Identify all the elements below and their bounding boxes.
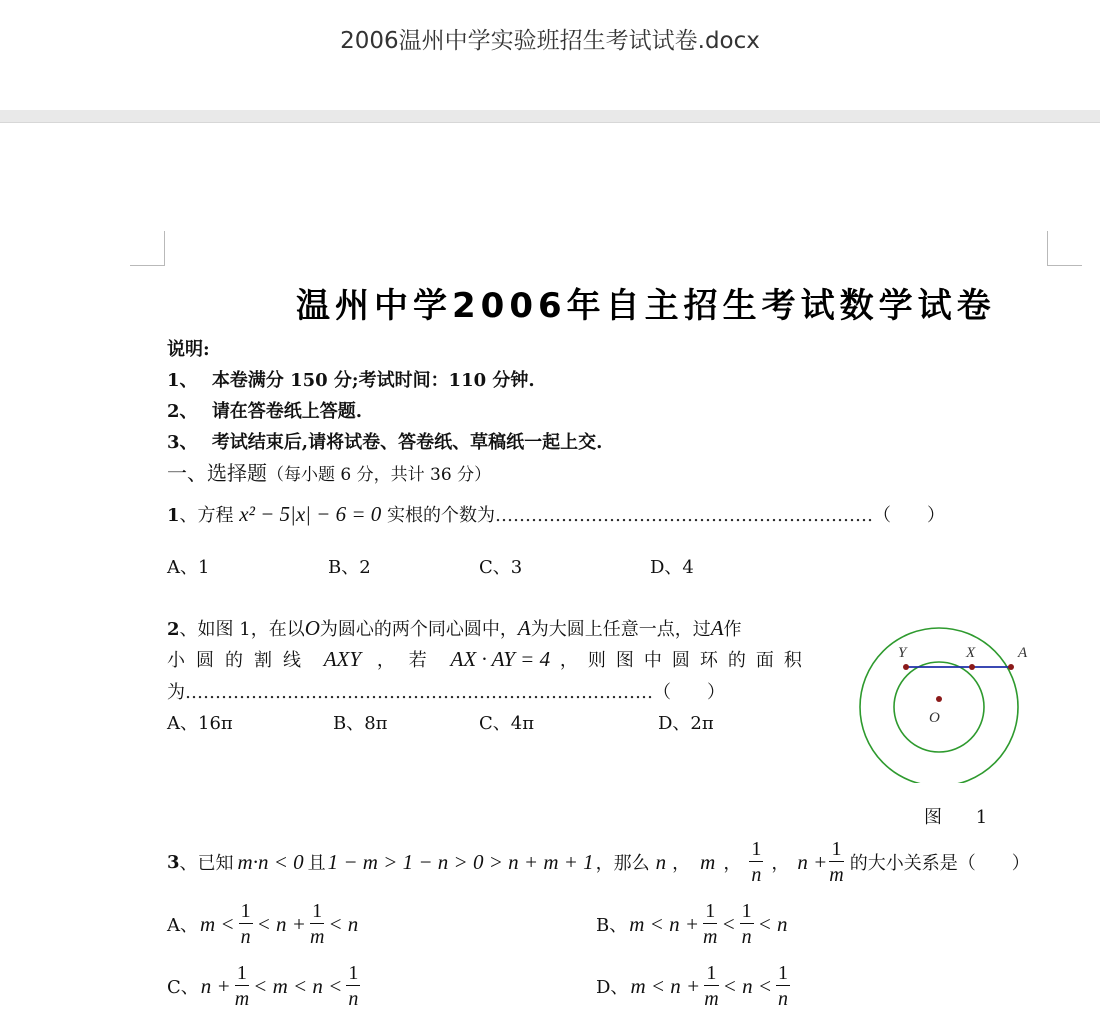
fraction-denominator: m (309, 926, 325, 948)
math-expression: m < n + (629, 911, 699, 936)
answer-paren: （ ） (873, 505, 945, 526)
question-text: 、如图 1，在以 (179, 619, 305, 640)
margin-mark-top-right (1047, 231, 1082, 266)
note-number: 3、 (167, 432, 198, 453)
question-text: ，那么 (595, 853, 650, 874)
fraction-denominator: m (703, 926, 718, 948)
math-expression: < m < n < (253, 973, 343, 998)
question-3 (167, 831, 1030, 893)
equation: x² − 5|x| − 6 = 0 (239, 502, 382, 526)
fraction-numerator: 1 (751, 838, 762, 860)
fraction-1-over-n (740, 901, 754, 947)
notes-heading: 说明: (167, 339, 210, 360)
label-o: O (929, 710, 940, 726)
note-text: 考试结束后,请将试卷、答卷纸、草稿纸一起上交. (211, 432, 603, 453)
leader-dots: ……………………………………………………… (495, 505, 873, 526)
point-y (903, 664, 909, 670)
option-label: D、 (596, 977, 629, 998)
fraction-numerator: 1 (704, 963, 718, 986)
question-text: ，若 (376, 650, 441, 671)
fraction-numerator: 1 (703, 901, 717, 924)
fraction-1-over-m (310, 901, 324, 947)
leader-dots: …………………………………………………………………… (185, 682, 653, 703)
math-expression: m < (200, 911, 235, 936)
label-x: X (966, 645, 976, 661)
math-expression: n + (200, 973, 231, 998)
fraction-1-over-n (239, 901, 253, 947)
fraction-numerator: 1 (310, 901, 324, 924)
question-text: 、已知 (179, 853, 234, 874)
question-text: 为圆心的两个同心圆中， (319, 619, 518, 640)
option-a: A、1 (167, 557, 210, 578)
section-subtitle: （每小题 6 分，共计 36 分） (267, 465, 492, 485)
math-expression: < n < (722, 973, 772, 998)
option-d (596, 955, 792, 1017)
option-c: C、4π (479, 713, 535, 734)
fraction-numerator: 1 (778, 962, 788, 984)
fraction-1-over-m (235, 963, 249, 1009)
fraction-denominator: n (741, 926, 752, 948)
math-m: m (700, 849, 716, 874)
question-text: 为 (167, 682, 185, 703)
question-2-line-3 (167, 678, 725, 704)
fraction-1-over-m (829, 839, 843, 885)
small-circle (894, 662, 984, 752)
option-b (596, 893, 790, 955)
question-text: 为大圆上任意一点，过 (530, 619, 711, 640)
document-title: 温州中学2006年自主招生考试数学试卷 (296, 286, 996, 326)
large-circle (860, 628, 1018, 783)
answer-paren: （ ） (653, 682, 725, 703)
fraction-1-over-m (704, 963, 718, 1009)
math-condition: m·n < 0 (237, 849, 304, 874)
fraction-denominator: m (829, 864, 844, 886)
fraction-numerator: 1 (348, 962, 359, 984)
fraction-numerator: 1 (741, 900, 752, 922)
document-filename: 2006温州中学实验班招生考试试卷.docx (340, 28, 760, 54)
question-text: 且 (307, 853, 326, 874)
fraction-denominator: n (240, 926, 251, 948)
math-o: O (304, 616, 320, 640)
fraction-denominator: n (348, 988, 359, 1010)
section-title: 一、选择题 (167, 461, 267, 485)
page-gap (0, 110, 1100, 122)
question-text: ， (723, 853, 742, 874)
margin-mark-top-left (130, 231, 165, 266)
math-expression: < n (757, 911, 788, 936)
math-a: A (517, 616, 531, 640)
document-page[interactable] (0, 123, 1100, 1010)
note-text: 请在答卷纸上答题. (211, 401, 363, 422)
question-1 (167, 501, 945, 527)
math-axy: AXY (323, 647, 362, 671)
option-d: D、4 (650, 557, 694, 578)
note-item (167, 428, 602, 454)
fraction-denominator: m (704, 988, 719, 1010)
math-condition: 1 − m > 1 − n > 0 > n + m + 1 (327, 849, 594, 874)
question-tail: 实根的个数为 (387, 505, 495, 526)
figure-caption: 图 1 (924, 807, 1002, 828)
fraction-numerator: 1 (235, 963, 249, 986)
fraction-denominator: m (234, 988, 250, 1010)
math-n: n (655, 849, 667, 874)
math-expression: < n (328, 911, 359, 936)
point-x (969, 664, 975, 670)
option-c (167, 955, 362, 1017)
option-a: A、16π (167, 713, 233, 734)
question-number: 2 (167, 619, 180, 640)
fraction-1-over-n (776, 963, 790, 1009)
concentric-circles-figure (850, 613, 1040, 783)
question-text: ， (771, 853, 790, 874)
option-label: B、 (596, 915, 628, 936)
fraction-numerator: 1 (829, 839, 843, 862)
math-condition: AX · AY = 4 (450, 647, 551, 671)
note-number: 1、 (167, 370, 198, 391)
fraction-1-over-n (749, 839, 763, 885)
math-expression: n + (797, 849, 828, 874)
fraction-1-over-n (346, 963, 360, 1009)
note-number: 2、 (167, 401, 198, 422)
fraction-numerator: 1 (240, 900, 251, 922)
question-lead: 、方程 (179, 505, 234, 526)
option-b: B、8π (333, 713, 388, 734)
math-expression: < (721, 911, 736, 936)
label-a: A (1018, 645, 1028, 661)
question-text: ，则图中圆环的面积 (559, 650, 812, 671)
question-number: 3 (167, 851, 180, 873)
point-o (936, 696, 942, 702)
question-text: 作 (723, 619, 742, 640)
math-expression: m < n + (630, 973, 701, 998)
option-c: C、3 (479, 557, 523, 578)
section-heading (167, 457, 491, 486)
fraction-denominator: n (778, 988, 788, 1010)
label-y: Y (898, 645, 907, 661)
question-text: ， (672, 853, 691, 874)
question-number: 1 (167, 505, 180, 526)
title-bar (0, 0, 1100, 110)
math-expression: < n + (256, 911, 306, 936)
fraction-denominator: n (751, 864, 762, 886)
question-2-line-2 (167, 646, 839, 672)
option-b: B、2 (328, 557, 371, 578)
option-a (167, 893, 360, 955)
option-d: D、2π (658, 713, 714, 734)
question-2-line-1 (167, 615, 839, 641)
math-a: A (710, 616, 724, 640)
note-text: 本卷满分 150 分;考试时间：110 分钟. (211, 370, 535, 391)
option-label: C、 (167, 977, 199, 998)
point-a (1008, 664, 1014, 670)
question-text: 小圆的割线 (167, 650, 312, 671)
option-label: A、 (167, 915, 198, 936)
question-text: 的大小关系是（ ） (849, 853, 1030, 874)
fraction-1-over-m (703, 901, 717, 947)
note-item (167, 397, 362, 423)
note-item (167, 366, 535, 392)
